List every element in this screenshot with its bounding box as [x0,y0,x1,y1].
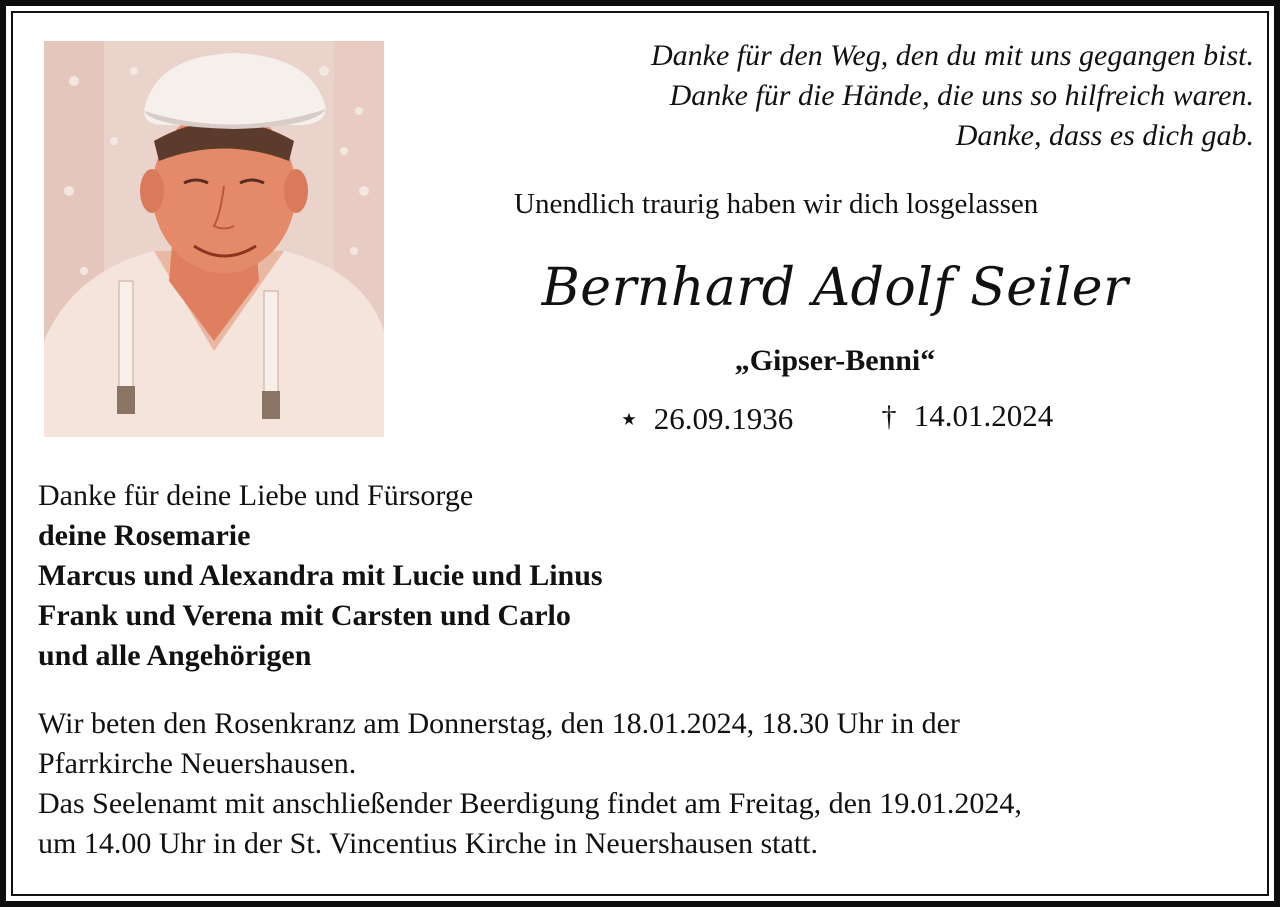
quote-line: Danke für die Hände, die uns so hilfreich waren. [669,79,1254,112]
birth-date: 26.09.1936 [653,401,794,436]
thanks-line: Danke für deine Liebe und Fürsorge [38,479,474,512]
death-date: 14.01.2024 [913,398,1054,433]
family-line: Marcus und Alexandra mit Lucie und Linus [38,559,603,592]
service-line: Das Seelenamt mit anschließender Beerdigung findet am Freitag, den 19.01.2024, [38,787,1022,820]
cross-icon: † [881,400,897,433]
death-date-block [872,398,1053,434]
portrait-photo [44,41,384,437]
service-line: Wir beten den Rosenkranz am Donnerstag, den 18.01.2024, 18.30 Uhr in der [38,707,960,740]
intro-text: Unendlich traurig haben wir dich losgelassen [514,188,1039,220]
service-info [38,704,1022,864]
family-line: Frank und Verena mit Carsten und Carlo [38,599,571,632]
service-line: um 14.00 Uhr in der St. Vincentius Kirche in Neuershausen statt. [38,827,818,860]
family-line: deine Rosemarie [38,519,251,552]
family-line: und alle Angehörigen [38,639,312,672]
quote-block [494,36,1254,156]
birth-date-block [612,398,793,438]
quote-line: Danke für den Weg, den du mit uns gegangen bist. [651,39,1254,72]
nickname: „Gipser-Benni“ [734,344,936,377]
service-line: Pfarrkirche Neuershausen. [38,747,357,780]
quote-line: Danke, dass es dich gab. [955,119,1254,152]
deceased-name: Bernhard Adolf Seiler [541,258,1129,318]
thanks-block [38,476,603,676]
star-icon: ⋆ [618,401,640,438]
